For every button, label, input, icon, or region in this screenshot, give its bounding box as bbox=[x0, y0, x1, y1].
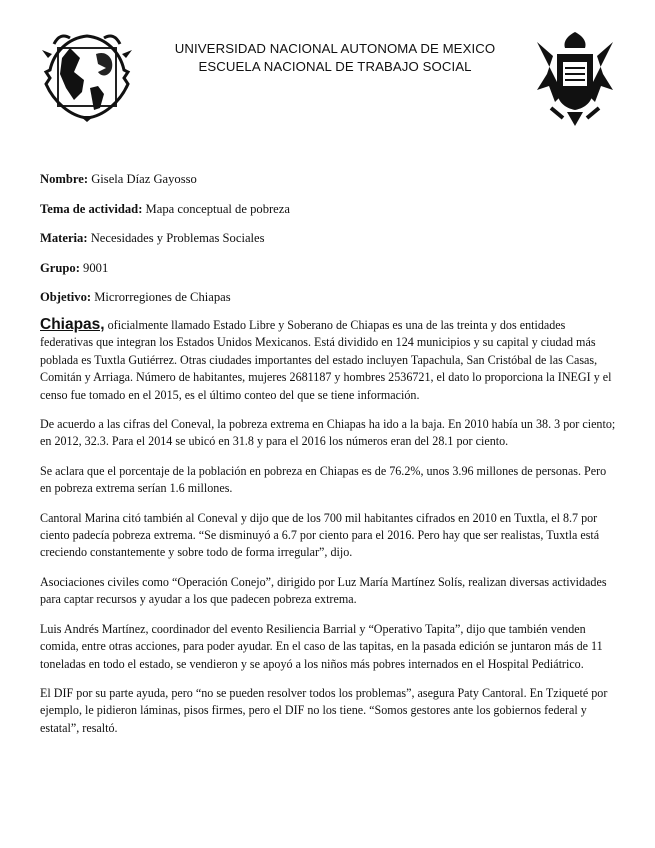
grupo-label: Grupo: bbox=[40, 260, 80, 275]
document-header bbox=[0, 28, 655, 128]
paragraph-luis-andres: Luis Andrés Martínez, coordinador del evento Resiliencia Barrial y “Operativo Tapita”, dijo que también venden comida, entre otras acciones, para poder ayudar. En el caso de las tapitas, en la pasada edición se juntaron más de 11 toneladas en todo el estado, se vendieron y se apoyó a los niños más pobres internados en el Hospital Pediátrico. bbox=[40, 621, 603, 671]
tema-value: Mapa conceptual de pobreza bbox=[145, 201, 290, 216]
nombre-value: Gisela Díaz Gayosso bbox=[91, 172, 197, 186]
ents-coat-of-arms-icon bbox=[533, 28, 617, 128]
chiapas-heading: Chiapas, bbox=[40, 316, 105, 333]
paragraph-porcentaje: Se aclara que el porcentaje de la población en pobreza en Chiapas es de 76.2%, unos 3.96 millones de personas. Pero en pobreza extrema serían 1.6 millones. bbox=[40, 463, 607, 496]
objetivo-label: Objetivo: bbox=[40, 290, 92, 304]
grupo-row bbox=[40, 260, 620, 290]
paragraph-chiapas bbox=[40, 316, 620, 404]
materia-value: Necesidades y Problemas Sociales bbox=[90, 231, 265, 245]
nombre-row bbox=[40, 171, 620, 201]
unam-coat-of-arms-icon bbox=[40, 28, 134, 124]
grupo-value: 9001 bbox=[83, 260, 109, 275]
paragraph-coneval: De acuerdo a las cifras del Coneval, la pobreza extrema en Chiapas ha ido a la baja. En 2010 había un 38. 3 por ciento; en 2012, 32.3. Para el 2014 se ubicó en 31.8 y para el 2016 los números eran del 28.1 por ciento. bbox=[40, 417, 616, 449]
paragraph-cantoral: Cantoral Marina citó también al Coneval y dijo que de los 700 mil habitantes cifrados en 2010 en Tuxtla, el 8.7 por ciento padecía pobreza extrema. “Se disminuyó a 6.7 por ciento para el 2016. Pero hay que ser realistas, Tuxtla está creciendo constantemente y sobre todo de forma irregular”, dijo. bbox=[40, 510, 600, 560]
document-body bbox=[40, 316, 620, 749]
tema-row bbox=[40, 201, 620, 231]
objetivo-row bbox=[40, 289, 620, 319]
student-info bbox=[40, 171, 620, 319]
nombre-label: Nombre: bbox=[40, 172, 89, 186]
paragraph-asociaciones: Asociaciones civiles como “Operación Conejo”, dirigido por Luz María Martínez Solís, realizan diversas actividades para captar recursos y ayudar a los que padecen pobreza extrema. bbox=[40, 574, 607, 607]
paragraph-chiapas-text: oficialmente llamado Estado Libre y Soberano de Chiapas es una de las treinta y dos entidades federativas que integran los Estados Unidos Mexicanos. Está dividido en 124 municipios y su capital y ciudad más poblada es Tuxtla Gutiérrez. Otras ciudades importantes del estado incluyen Tapachula, San Cristóbal de las Casas, Comitán y Arriaga. Número de habitantes, mujeres 2681187 y hombres 2536721, el dato lo proporciona la INEGI y el censo fue tomado en el 2015, es el último conteo del que se tiene información. bbox=[40, 318, 612, 402]
university-name: UNIVERSIDAD NACIONAL AUTONOMA DE MEXICO bbox=[174, 41, 496, 56]
objetivo-value: Microrregiones de Chiapas bbox=[94, 290, 231, 304]
paragraph-dif: El DIF por su parte ayuda, pero “no se pueden resolver todos los problemas”, asegura Paty Cantoral. En Tziqueté por ejemplo, le pidieron láminas, pisos firmes, pero el DIF no los tiene. “Somos gestores ante los gobiernos federal y estatal”, resaltó. bbox=[40, 685, 608, 735]
institution-titles bbox=[150, 40, 520, 76]
tema-label: Tema de actividad: bbox=[40, 201, 143, 216]
materia-label: Materia: bbox=[40, 231, 88, 245]
materia-row bbox=[40, 230, 620, 260]
school-name: ESCUELA NACIONAL DE TRABAJO SOCIAL bbox=[198, 59, 472, 74]
